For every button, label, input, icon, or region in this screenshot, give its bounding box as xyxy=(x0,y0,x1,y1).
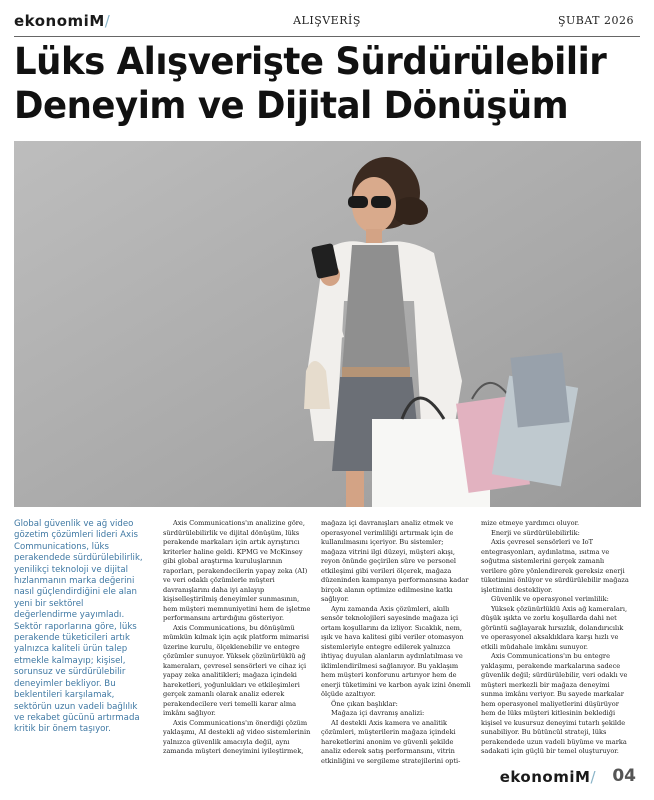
logo-text: ekonomi xyxy=(499,768,575,786)
paragraph: Aynı zamanda Axis çözümleri, akıllı sensör teknolojileri sayesinde mağaza içi ortam koşullarını da izliyor. Sıcaklık, nem, ışık ve hava kalitesi gibi veriler otomasyon sistemleriyle entegre edilerek yalnızca ihtiyaç duyulan alanların aydınlatılması ve iklimlendirilmesi sağlanıyor. Bu yaklaşım hem müşteri konforunu artırıyor hem de enerji tüketimini ve karbon ayak izini önemli ölçüde azaltıyor. xyxy=(321,604,471,698)
section-label: ALIŞVERİŞ xyxy=(293,14,361,27)
footer-logo[interactable] xyxy=(500,768,596,786)
paragraph: Axis Communications'ın önerdiği çözüm yaklaşımı, AI destekli ağ video sistemlerinin yalnızca güvenlik amacıyla değil, aynı zamanda müşteri deneyimini iyileştirmek, xyxy=(163,718,311,755)
logo-slash: / xyxy=(590,768,596,786)
subheading: Mağaza içi davranış analizi: xyxy=(331,709,425,717)
logo-slash: / xyxy=(104,12,111,30)
paragraph: Yüksek çözünürlüklü Axis ağ kameraları, düşük ışıkta ve zorlu koşullarda dahi net görüntü sağlayarak hırsızlık, dolandırıcılık ve operasyonel aksaklıklara karşı hızlı ve etkili müdahale imkânı sunuyor. xyxy=(481,604,628,651)
logo-m: M xyxy=(575,768,591,786)
page-number: 04 xyxy=(612,766,636,786)
article-photo xyxy=(14,141,641,507)
shopper-woman-illustration xyxy=(14,141,641,507)
issue-date: ŞUBAT 2026 xyxy=(557,14,634,27)
subheading: Güvenlik ve operasyonel verimlilik: xyxy=(491,595,609,603)
article-headline: Lüks Alışverişte Sürdürülebilir Deneyim ve Dijital Dönüşüm xyxy=(14,40,607,127)
paragraph: AI destekli Axis kamera ve analitik çözümleri, müşterilerin mağaza içindeki hareketlerini anonim ve güvenli şekilde analiz ederek satış performansını, vitrin etkinliğini ve sergileme stratejilerini opti- xyxy=(321,718,461,765)
paragraph: Axis Communications, bu dönüşümü mümkün kılmak için açık platform mimarisi üzerine kurulu, ölçeklenebilir ve entegre çözümler sunuyor. Yüksek çözünürlüklü ağ kameraları, çevresel sensörleri ve cihaz içi yapay zeka analitikleri; mağaza içindeki hareketleri, yoğunlukları ve etkileşimleri gerçek zamanlı olarak analiz ederek perakendecilere veri temelli karar alma imkânı sağlıyor. xyxy=(163,623,310,717)
paragraph: mize etmeye yardımcı oluyor. xyxy=(481,519,580,527)
subheading: Enerji ve sürdürülebilirlik: xyxy=(491,528,580,537)
paragraph: Axis Communications'ın bu entegre yaklaşımı, perakende markalarına sadece güvenlik değil; sürdürülebilir, veri odaklı ve müşteri merkezli bir mağaza deneyimi sunma imkânı veriyor. Bu sayede markalar hem operasyonel maliyetlerini düşürüyor hem de lüks müşteri kitlesinin beklediği kişisel ve kusursuz deneyimi tutarlı şekilde sunabiliyor. Bu bütüncül strateji, lüks perakendede uzun vadeli büyüme ve marka sadakati için güçlü bir temel oluşturuyor. xyxy=(481,652,628,755)
paragraph: Axis Communications'ın analizine göre, sürdürülebilirlik ve dijital dönüşüm, lüks perakende markaları için artık ayrıştırıcı kriterler haline geldi. KPMG ve McKinsey gibi global araştırma kuruluşlarının raporları, perakendecilerin yapay zeka (AI) ve veri odaklı çözümlerle müşteri davranışlarını daha iyi anlayıp kişiselleştirilmiş deneyimler sunmasının, hem müşteri memnuniyetini hem de işletme performansını artırdığını gösteriyor. xyxy=(163,519,311,622)
lead-paragraph xyxy=(14,519,146,736)
article-column-1 xyxy=(163,519,313,757)
header-divider xyxy=(14,36,640,37)
paragraph: Axis çevresel sensörleri ve IoT entegrasyonları, aydınlatma, ısıtma ve soğutma sistemlerini gerçek zamanlı verilere göre yönlendirerek gereksiz enerji tüketimini önlüyor ve sürdürülebilir mağaza işletimini destekliyor. xyxy=(481,538,629,594)
article-column-3 xyxy=(481,519,631,757)
subheading: Öne çıkan başlıklar: xyxy=(331,699,398,708)
article-column-2 xyxy=(321,519,471,766)
lead-text: Global güvenlik ve ağ video gözetim çözümleri lideri Axis Communications, lüks perakendede sürdürülebilirlik, yenilikçi teknoloji ve dijital hızlanmanın marka değerini nasıl güçlendirdiğini ele alan yeni bir sektörel değerlendirme yayımladı. Sektör raporlarına göre, lüks perakende tüketicileri artık yalnızca kaliteli ürün talep etmekle kalmayıp; kişisel, sorunsuz ve sürdürülebilir deneyimler bekliyor. Bu beklentileri karşılamak, sektörün uzun vadeli bağlılık ve rekabet gücünü artırmada kritik bir önem taşıyor. xyxy=(14,519,143,735)
logo-m: M xyxy=(89,12,105,30)
logo-text: ekonomi xyxy=(14,12,90,30)
paragraph: mağaza içi davranışları analiz etmek ve operasyonel verimliliği artırmak için de kullanılmasını içeriyor. Bu sistemler; mağaza vitrini ilgi düzeyi, müşteri akışı, reyon önünde geçirilen süre ve personel etkileşimi gibi verileri ölçerek, mağaza düzeninden kampanya performansına kadar birçok alanın optimize edilmesine katkı sağlıyor. xyxy=(321,519,469,603)
